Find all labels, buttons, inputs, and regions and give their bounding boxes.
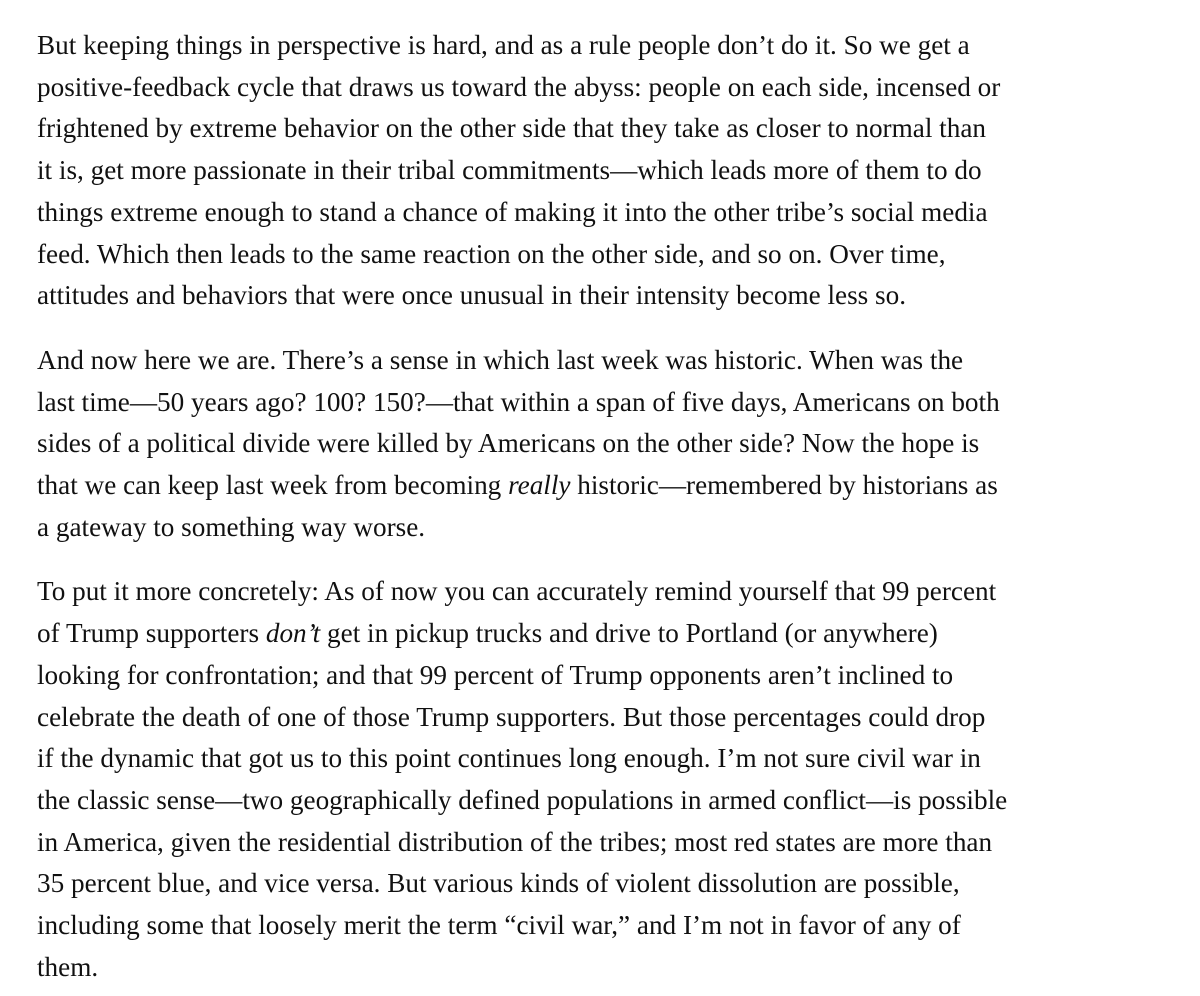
article-body [37, 25, 1187, 988]
paragraph [37, 571, 1187, 988]
text-segment: celebrate the death of one of those Trump supporters. But those percentages could drop [37, 701, 986, 732]
text-segment: positive-feedback cycle that draws us toward the abyss: people on each side, incensed or [37, 71, 1001, 102]
text-line [37, 25, 1187, 67]
text-line [37, 340, 1187, 382]
text-segment: last time—50 years ago? 100? 150?—that within a span of five days, Americans on both [37, 386, 1000, 417]
text-segment: And now here we are. There’s a sense in which last week was historic. When was the [37, 344, 964, 375]
text-segment: things extreme enough to stand a chance of making it into the other tribe’s social media [37, 196, 988, 227]
text-line [37, 382, 1187, 424]
text-line [37, 571, 1187, 613]
text-line [37, 822, 1187, 864]
text-segment: if the dynamic that got us to this point continues long enough. I’m not sure civil war in [37, 743, 981, 774]
text-segment: in America, given the residential distribution of the tribes; most red states are more than [37, 826, 993, 857]
emphasized-text: really [508, 470, 571, 501]
text-line [37, 947, 1187, 989]
text-segment: a gateway to something way worse. [37, 511, 426, 542]
paragraph [37, 340, 1187, 549]
text-line [37, 423, 1187, 465]
text-line [37, 507, 1187, 549]
text-segment: the classic sense—two geographically defined populations in armed conflict—is possible [37, 784, 1008, 815]
text-line [37, 655, 1187, 697]
text-segment: 35 percent blue, and vice versa. But various kinds of violent dissolution are possible, [37, 868, 960, 899]
text-segment: that we can keep last week from becoming [37, 470, 509, 501]
text-segment: get in pickup trucks and drive to Portland (or anywhere) [320, 618, 938, 649]
text-segment: including some that loosely merit the term “civil war,” and I’m not in favor of any of [37, 910, 961, 941]
text-line [37, 697, 1187, 739]
text-line [37, 234, 1187, 276]
text-segment: To put it more concretely: As of now you can accurately remind yourself that 99 percent [37, 576, 997, 607]
text-line [37, 192, 1187, 234]
text-segment: historic—remembered by historians as [570, 470, 998, 501]
paragraph [37, 25, 1187, 317]
text-segment: looking for confrontation; and that 99 percent of Trump opponents aren’t inclined to [37, 659, 954, 690]
text-line [37, 613, 1187, 655]
text-line [37, 67, 1187, 109]
text-segment: it is, get more passionate in their tribal commitments—which leads more of them to do [37, 155, 982, 186]
text-segment: sides of a political divide were killed by Americans on the other side? Now the hope is [37, 428, 980, 459]
text-line [37, 465, 1187, 507]
text-segment: feed. Which then leads to the same reaction on the other side, and so on. Over time, [37, 238, 946, 269]
text-line [37, 275, 1187, 317]
text-line [37, 108, 1187, 150]
text-line [37, 863, 1187, 905]
text-line [37, 150, 1187, 192]
text-segment: them. [37, 951, 99, 982]
text-line [37, 780, 1187, 822]
text-segment: attitudes and behaviors that were once unusual in their intensity become less so. [37, 280, 907, 311]
text-segment: of Trump supporters [37, 618, 266, 649]
text-segment: But keeping things in perspective is hard, and as a rule people don’t do it. So we get a [37, 30, 970, 60]
text-segment: frightened by extreme behavior on the other side that they take as closer to normal than [37, 113, 986, 144]
emphasized-text: don’t [265, 618, 321, 649]
text-line [37, 738, 1187, 780]
text-line [37, 905, 1187, 947]
